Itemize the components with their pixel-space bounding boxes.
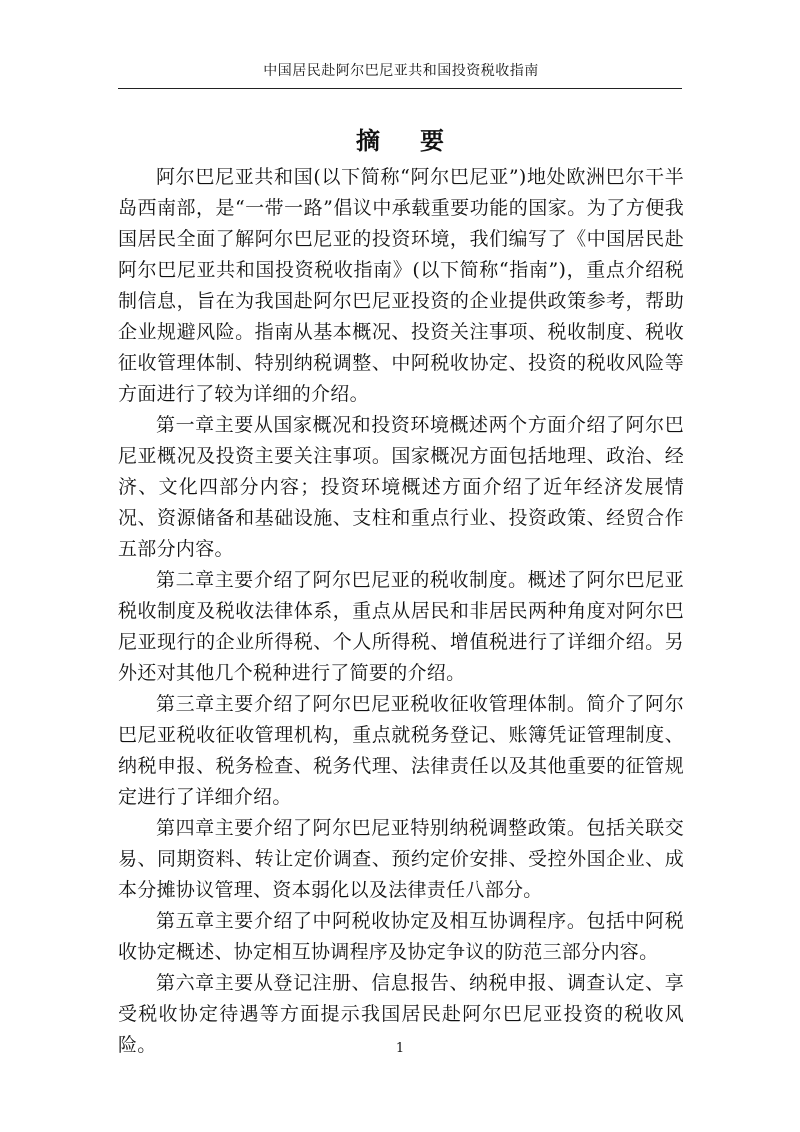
abstract-paragraph-intro: 阿尔巴尼亚共和国(以下简称“阿尔巴尼亚”)地处欧洲巴尔干半岛西南部，是“一带一路”倡议中承载重要功能的国家。为了方便我国居民全面了解阿尔巴尼亚的投资环境，我们编写了《中国居民赴阿尔巴尼亚共和国投资税收指南》(以下简称“指南”)，重点介绍税制信息，旨在为我国赴阿尔巴尼亚投资的企业提供政策参考，帮助企业规避风险。指南从基本概况、投资关注事项、税收制度、税收征收管理体制、特别纳税调整、中阿税收协定、投资的税收风险等方面进行了较为详细的介绍。	[118, 166, 684, 405]
abstract-paragraph-chapter-1: 第一章主要从国家概况和投资环境概述两个方面介绍了阿尔巴尼亚概况及投资主要关注事项。国家概况方面包括地理、政治、经济、文化四部分内容；投资环境概述方面介绍了近年经济发展情况、资源储备和基础设施、支柱和重点行业、投资政策、经贸合作五部分内容。	[118, 414, 684, 560]
abstract-paragraph-chapter-6: 第六章主要从登记注册、信息报告、纳税申报、调查认定、享受税收协定待遇等方面提示我国居民赴阿尔巴尼亚投资的税收风险。	[118, 972, 684, 1056]
abstract-paragraph-chapter-5: 第五章主要介绍了中阿税收协定及相互协调程序。包括中阿税收协定概述、协定相互协调程序及协定争议的防范三部分内容。	[118, 910, 684, 963]
abstract-body	[118, 162, 684, 1061]
running-header: 中国居民赴阿尔巴尼亚共和国投资税收指南	[263, 63, 539, 79]
abstract-paragraph-chapter-2: 第二章主要介绍了阿尔巴尼亚的税收制度。概述了阿尔巴尼亚税收制度及税收法律体系，重点从居民和非居民两种角度对阿尔巴尼亚现行的企业所得税、个人所得税、增值税进行了详细介绍。另外还对其他几个税种进行了简要的介绍。	[118, 569, 684, 684]
page-title: 摘要	[356, 126, 484, 155]
abstract-paragraph-chapter-4: 第四章主要介绍了阿尔巴尼亚特别纳税调整政策。包括关联交易、同期资料、转让定价调查、预约定价安排、受控外国企业、成本分摊协议管理、资本弱化以及法律责任八部分。	[118, 817, 684, 901]
abstract-paragraph-chapter-3: 第三章主要介绍了阿尔巴尼亚税收征收管理体制。简介了阿尔巴尼亚税收征收管理机构，重点就税务登记、账簿凭证管理制度、纳税申报、税务检查、税务代理、法律责任以及其他重要的征管规定进行了详细介绍。	[118, 693, 684, 808]
page-number: 1	[395, 1041, 405, 1056]
header-divider	[118, 88, 682, 89]
